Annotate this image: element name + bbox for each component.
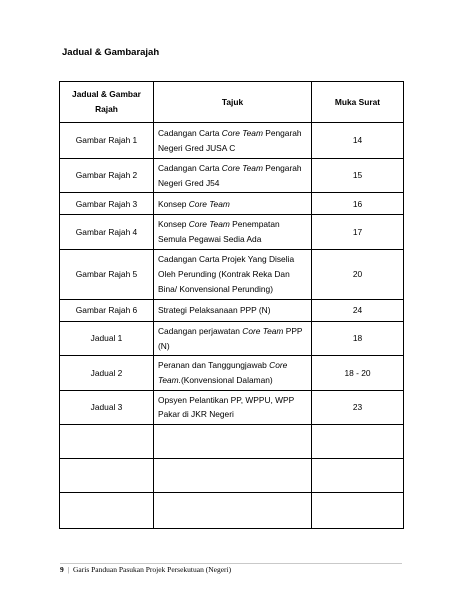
row-item-label: Gambar Rajah 4 (60, 215, 154, 249)
header-page: Muka Surat (312, 82, 404, 123)
row-page-number: 24 (312, 299, 404, 321)
row-item-label (60, 425, 154, 459)
row-title-after: Penempatan Semula Pegawai Sedia Ada (158, 219, 280, 245)
row-title (154, 215, 312, 249)
table-row (60, 356, 404, 390)
row-title-before: Cadangan perjawatan (158, 325, 243, 336)
row-title-emphasis: Core Team (221, 127, 263, 138)
row-item-label: Gambar Rajah 3 (60, 193, 154, 215)
table-row (60, 123, 404, 159)
row-title-after: PPP (N) (158, 325, 303, 351)
header-title: Tajuk (154, 82, 312, 123)
row-title-before: Cadangan Carta (158, 127, 222, 138)
row-title-emphasis: Core Team (188, 198, 230, 209)
row-item-label (60, 493, 154, 529)
table-row (60, 215, 404, 249)
row-title-before: Konsep (158, 198, 189, 209)
table-row (60, 321, 404, 355)
row-title (154, 356, 312, 390)
row-title-emphasis: Core Team (188, 219, 230, 230)
table-row (60, 390, 404, 424)
header-item: Jadual & Gambar Rajah (60, 82, 154, 123)
table-row (60, 249, 404, 299)
row-item-label: Jadual 2 (60, 356, 154, 390)
row-title (154, 425, 312, 459)
row-title-after: (Konvensional Dalaman) (180, 374, 273, 385)
row-title-before: Opsyen Pelantikan PP, WPPU, WPP Pakar di JKR Negeri (158, 394, 295, 420)
table-header-row (60, 82, 404, 123)
section-title: Jadual & Gambarajah (62, 47, 160, 58)
table-row (60, 425, 404, 459)
row-title-before: Cadangan Carta (158, 163, 222, 173)
footer-divider (60, 563, 402, 564)
row-title-before: Cadangan Carta Projek Yang Diselia Oleh Perunding (Kontrak Reka Dan Bina/ Konvensional Perunding) (158, 254, 295, 294)
row-title-before: Strategi Pelaksanaan PPP (N) (158, 304, 271, 315)
row-page-number: 15 (312, 159, 404, 193)
footer-text: Garis Panduan Pasukan Projek Persekutuan (Negeri) (73, 565, 232, 574)
row-title (154, 299, 312, 321)
row-title (154, 123, 312, 159)
row-page-number: 17 (312, 215, 404, 249)
row-page-number: 23 (312, 390, 404, 424)
row-title-emphasis: Core Team (242, 325, 284, 336)
table-row (60, 299, 404, 321)
table-row (60, 493, 404, 529)
row-title-after: Pengarah Negeri Gred J54 (158, 163, 302, 188)
row-title (154, 159, 312, 193)
row-item-label: Gambar Rajah 1 (60, 123, 154, 159)
page-number: 9 (60, 565, 64, 574)
table-row (60, 459, 404, 493)
row-title (154, 193, 312, 215)
row-title (154, 493, 312, 529)
row-item-label: Jadual 1 (60, 321, 154, 355)
row-title-emphasis: Core Team (221, 163, 263, 173)
row-item-label: Gambar Rajah 2 (60, 159, 154, 193)
row-page-number: 16 (312, 193, 404, 215)
row-title (154, 459, 312, 493)
table-row (60, 193, 404, 215)
row-title (154, 249, 312, 299)
row-page-number (312, 459, 404, 493)
row-page-number: 14 (312, 123, 404, 159)
row-item-label: Gambar Rajah 6 (60, 299, 154, 321)
row-page-number: 18 - 20 (312, 356, 404, 390)
row-item-label: Gambar Rajah 5 (60, 249, 154, 299)
row-title (154, 321, 312, 355)
row-title-after: Pengarah Negeri Gred JUSA C (158, 127, 302, 153)
figures-tables-index (59, 81, 404, 529)
row-title-emphasis: Core Team. (158, 360, 288, 385)
page-footer (60, 565, 231, 574)
row-item-label (60, 459, 154, 493)
row-title-before: Konsep (158, 219, 189, 230)
table-row (60, 159, 404, 193)
row-page-number: 18 (312, 321, 404, 355)
row-page-number (312, 493, 404, 529)
row-page-number: 20 (312, 249, 404, 299)
row-item-label: Jadual 3 (60, 390, 154, 424)
row-page-number (312, 425, 404, 459)
footer-separator: | (67, 565, 70, 574)
row-title (154, 390, 312, 424)
row-title-before: Peranan dan Tanggungjawab (158, 360, 270, 371)
